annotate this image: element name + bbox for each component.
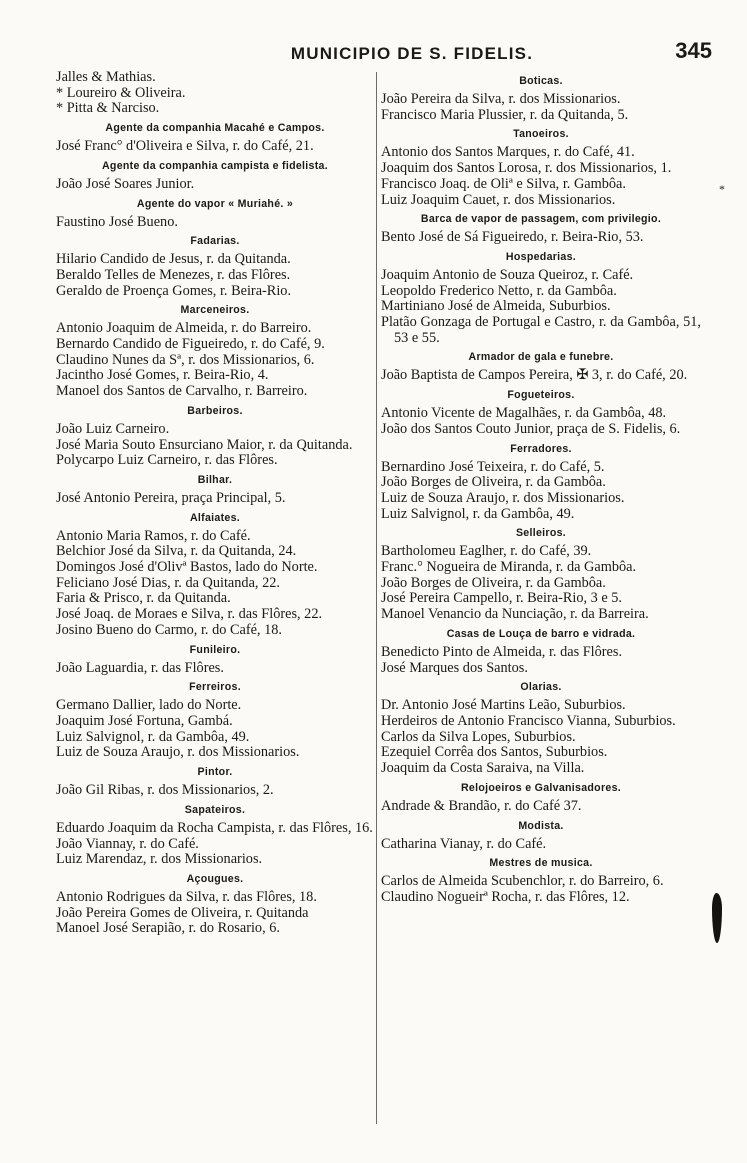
section-heading: Selleiros. bbox=[515, 527, 567, 540]
directory-entry: Carlos da Silva Lopes, Suburbios. bbox=[381, 728, 576, 745]
directory-entry: Francisco Joaq. de Oliª e Silva, r. Gambôa. bbox=[381, 175, 626, 192]
directory-entry: João Baptista de Campos Pereira, ✠ 3, r. do Café, 20. bbox=[381, 367, 688, 384]
section-heading: Ferradores. bbox=[510, 442, 572, 455]
section-heading: Agente da companhia campista e fidelista. bbox=[101, 159, 328, 172]
directory-entry: Manoel Venancio da Nunciação, r. da Barreira. bbox=[381, 606, 649, 623]
page-header bbox=[52, 38, 712, 68]
directory-entry: Luiz de Souza Araujo, r. dos Missionarios. bbox=[56, 744, 300, 761]
directory-entry: Faria & Prisco, r. da Quitanda. bbox=[56, 590, 231, 607]
directory-entry: José Joaq. de Moraes e Silva, r. das Flôres, 22. bbox=[56, 606, 323, 623]
directory-entry: Germano Dallier, lado do Norte. bbox=[56, 697, 242, 714]
directory-entry: Claudino Nogueirª Rocha, r. das Flôres, 12. bbox=[381, 888, 630, 905]
margin-mark: * bbox=[719, 182, 725, 196]
directory-entry: João Luiz Carneiro. bbox=[56, 420, 170, 437]
directory-entry: * Loureiro & Oliveira. bbox=[56, 84, 186, 101]
directory-entry: João Borges de Oliveira, r. da Gambôa. bbox=[381, 574, 606, 591]
directory-entry: Belchior José da Silva, r. da Quitanda, 24. bbox=[56, 543, 297, 560]
directory-entry: Beraldo Telles de Menezes, r. das Flôres. bbox=[56, 266, 291, 283]
directory-entry: Hilario Candido de Jesus, r. da Quitanda. bbox=[56, 251, 291, 268]
running-title: MUNICIPIO DE S. FIDELIS. bbox=[290, 44, 534, 63]
directory-entry: Antonio Joaquim de Almeida, r. do Barreiro. bbox=[56, 320, 312, 337]
directory-entry: Francisco Maria Plussier, r. da Quitanda, 5. bbox=[381, 106, 629, 123]
section-heading: Mestres de musica. bbox=[489, 857, 593, 870]
directory-entry: Bernardino José Teixeira, r. do Café, 5. bbox=[381, 458, 605, 475]
section-heading: Açougues. bbox=[186, 872, 244, 885]
directory-entry: João Pereira da Silva, r. dos Missionarios. bbox=[381, 91, 621, 107]
section-heading: Olarias. bbox=[520, 681, 562, 694]
directory-entry: Joaquim dos Santos Lorosa, r. dos Missionarios, 1. bbox=[381, 160, 672, 177]
directory-entry: Antonio dos Santos Marques, r. do Café, 41. bbox=[381, 144, 635, 161]
directory-entry: Manoel José Serapião, r. do Rosario, 6. bbox=[56, 920, 280, 937]
directory-entry: João Viannay, r. do Café. bbox=[56, 835, 199, 852]
directory-entry: João Gil Ribas, r. dos Missionarios, 2. bbox=[56, 782, 274, 799]
directory-entry: Joaquim da Costa Saraiva, na Villa. bbox=[381, 760, 585, 777]
directory-entry: Joaquim Antonio de Souza Queiroz, r. Café. bbox=[381, 266, 634, 283]
directory-entry: Josino Bueno do Carmo, r. do Café, 18. bbox=[56, 621, 282, 638]
directory-entry: João José Soares Junior. bbox=[56, 175, 195, 192]
directory-entry: Franc.° Nogueira de Miranda, r. da Gambôa. bbox=[381, 559, 637, 576]
section-heading: Marceneiros. bbox=[180, 304, 250, 317]
directory-entry: Polycarpo Luiz Carneiro, r. das Flôres. bbox=[56, 452, 278, 469]
directory-entry: João Borges de Oliveira, r. da Gambôa. bbox=[381, 474, 606, 491]
section-heading: Barbeiros. bbox=[187, 404, 243, 417]
directory-entry: Ezequiel Corrêa dos Santos, Suburbios. bbox=[381, 744, 608, 761]
section-heading: Armador de gala e funebre. bbox=[468, 351, 614, 364]
section-heading: Modista. bbox=[518, 819, 564, 832]
section-heading: Pintor. bbox=[197, 766, 233, 779]
directory-entry: Antonio Rodrigues da Silva, r. das Flôres, 18. bbox=[56, 888, 317, 905]
right-column bbox=[381, 70, 701, 906]
section-heading: Hospedarias. bbox=[505, 250, 577, 263]
section-heading: Alfaiates. bbox=[189, 511, 241, 524]
directory-entry: João Pereira Gomes de Oliveira, r. Quitanda bbox=[56, 904, 309, 921]
left-column bbox=[56, 70, 374, 937]
directory-entry: Feliciano José Dias, r. da Quitanda, 22. bbox=[56, 574, 280, 591]
directory-entry: Luiz Marendaz, r. dos Missionarios. bbox=[56, 851, 263, 868]
directory-entry: Jacintho José Gomes, r. Beira-Rio, 4. bbox=[56, 367, 269, 384]
directory-entry: Joaquim José Fortuna, Gambá. bbox=[56, 712, 233, 729]
section-heading: Fogueteiros. bbox=[507, 389, 575, 402]
directory-entry: Catharina Vianay, r. do Café. bbox=[381, 835, 547, 852]
section-heading: Barca de vapor de passagem, com privilegio. bbox=[420, 213, 662, 226]
directory-entry: Andrade & Brandão, r. do Café 37. bbox=[381, 797, 582, 814]
section-heading: Bilhar. bbox=[197, 473, 233, 486]
directory-entry: Bartholomeu Eaglher, r. do Café, 39. bbox=[381, 543, 592, 560]
page-number: 345 bbox=[675, 38, 712, 63]
directory-entry: Luiz Salvignol, r. da Gambôa, 49. bbox=[56, 728, 250, 745]
directory-entry: José Franc° d'Oliveira e Silva, r. do Café, 21. bbox=[56, 138, 314, 155]
directory-entry: Benedicto Pinto de Almeida, r. das Flôres. bbox=[381, 643, 623, 660]
section-heading: Fadarias. bbox=[190, 235, 240, 248]
directory-entry: João Laguardia, r. das Flôres. bbox=[56, 659, 224, 676]
section-heading: Sapateiros. bbox=[184, 803, 246, 816]
directory-entry: Domingos José d'Olivª Bastos, lado do Norte. bbox=[56, 559, 318, 576]
directory-entry: Eduardo Joaquim da Rocha Campista, r. das Flôres, 16. bbox=[56, 819, 373, 836]
directory-entry: Leopoldo Frederico Netto, r. da Gambôa. bbox=[381, 282, 617, 299]
directory-entry: Antonio Vicente de Magalhães, r. da Gambôa, 48. bbox=[381, 405, 667, 422]
ink-blot bbox=[712, 893, 722, 943]
directory-entry: Bernardo Candido de Figueiredo, r. do Café, 9. bbox=[56, 336, 325, 353]
directory-entry: Carlos de Almeida Scubenchlor, r. do Barreiro, 6. bbox=[381, 873, 664, 890]
section-heading: Boticas. bbox=[519, 75, 563, 87]
directory-entry: Herdeiros de Antonio Francisco Vianna, Suburbios. bbox=[381, 712, 676, 729]
section-heading: Relojoeiros e Galvanisadores. bbox=[460, 781, 622, 794]
section-heading: Funileiro. bbox=[189, 643, 241, 656]
directory-entry: Manoel dos Santos de Carvalho, r. Barreiro. bbox=[56, 383, 308, 400]
directory-entry: João dos Santos Couto Junior, praça de S. Fidelis, 6. bbox=[381, 420, 681, 437]
directory-entry: Platão Gonzaga de Portugal e Castro, r. da Gambôa, 51, 53 e 55. bbox=[381, 314, 701, 346]
directory-entry: José Pereira Campello, r. Beira-Rio, 3 e 5. bbox=[381, 590, 623, 607]
column-divider bbox=[376, 72, 377, 1124]
directory-entry: Jalles & Mathias. bbox=[56, 69, 156, 85]
section-heading: Ferreiros. bbox=[189, 681, 241, 694]
directory-entry: * Pitta & Narciso. bbox=[56, 100, 160, 117]
directory-entry: Martiniano José de Almeida, Suburbios. bbox=[381, 298, 611, 315]
directory-entry: José Antonio Pereira, praça Principal, 5. bbox=[56, 489, 286, 506]
directory-entry: Faustino José Bueno. bbox=[56, 213, 178, 230]
directory-entry: Claudino Nunes da Sª, r. dos Missionarios, 6. bbox=[56, 351, 315, 368]
directory-entry: Luiz Salvignol, r. da Gambôa, 49. bbox=[381, 505, 575, 522]
directory-entry: José Marques dos Santos. bbox=[381, 659, 528, 676]
directory-entry: Bento José de Sá Figueiredo, r. Beira-Rio, 53. bbox=[381, 229, 644, 246]
directory-entry: Luiz de Souza Araujo, r. dos Missionarios. bbox=[381, 489, 625, 506]
directory-entry: Geraldo de Proença Gomes, r. Beira-Rio. bbox=[56, 282, 292, 299]
directory-entry: Antonio Maria Ramos, r. do Café. bbox=[56, 527, 251, 544]
section-heading: Tanoeiros. bbox=[513, 128, 569, 141]
directory-entry: Luiz Joaquim Cauet, r. dos Missionarios. bbox=[381, 191, 616, 208]
section-heading: Agente do vapor « Muriahé. » bbox=[136, 197, 294, 210]
section-heading: Agente da companhia Macahé e Campos. bbox=[105, 122, 325, 135]
section-heading: Casas de Louça de barro e vidrada. bbox=[446, 627, 636, 640]
directory-entry: José Maria Souto Ensurciano Maior, r. da Quitanda. bbox=[56, 436, 353, 453]
directory-entry: Dr. Antonio José Martins Leão, Suburbios. bbox=[381, 697, 626, 714]
